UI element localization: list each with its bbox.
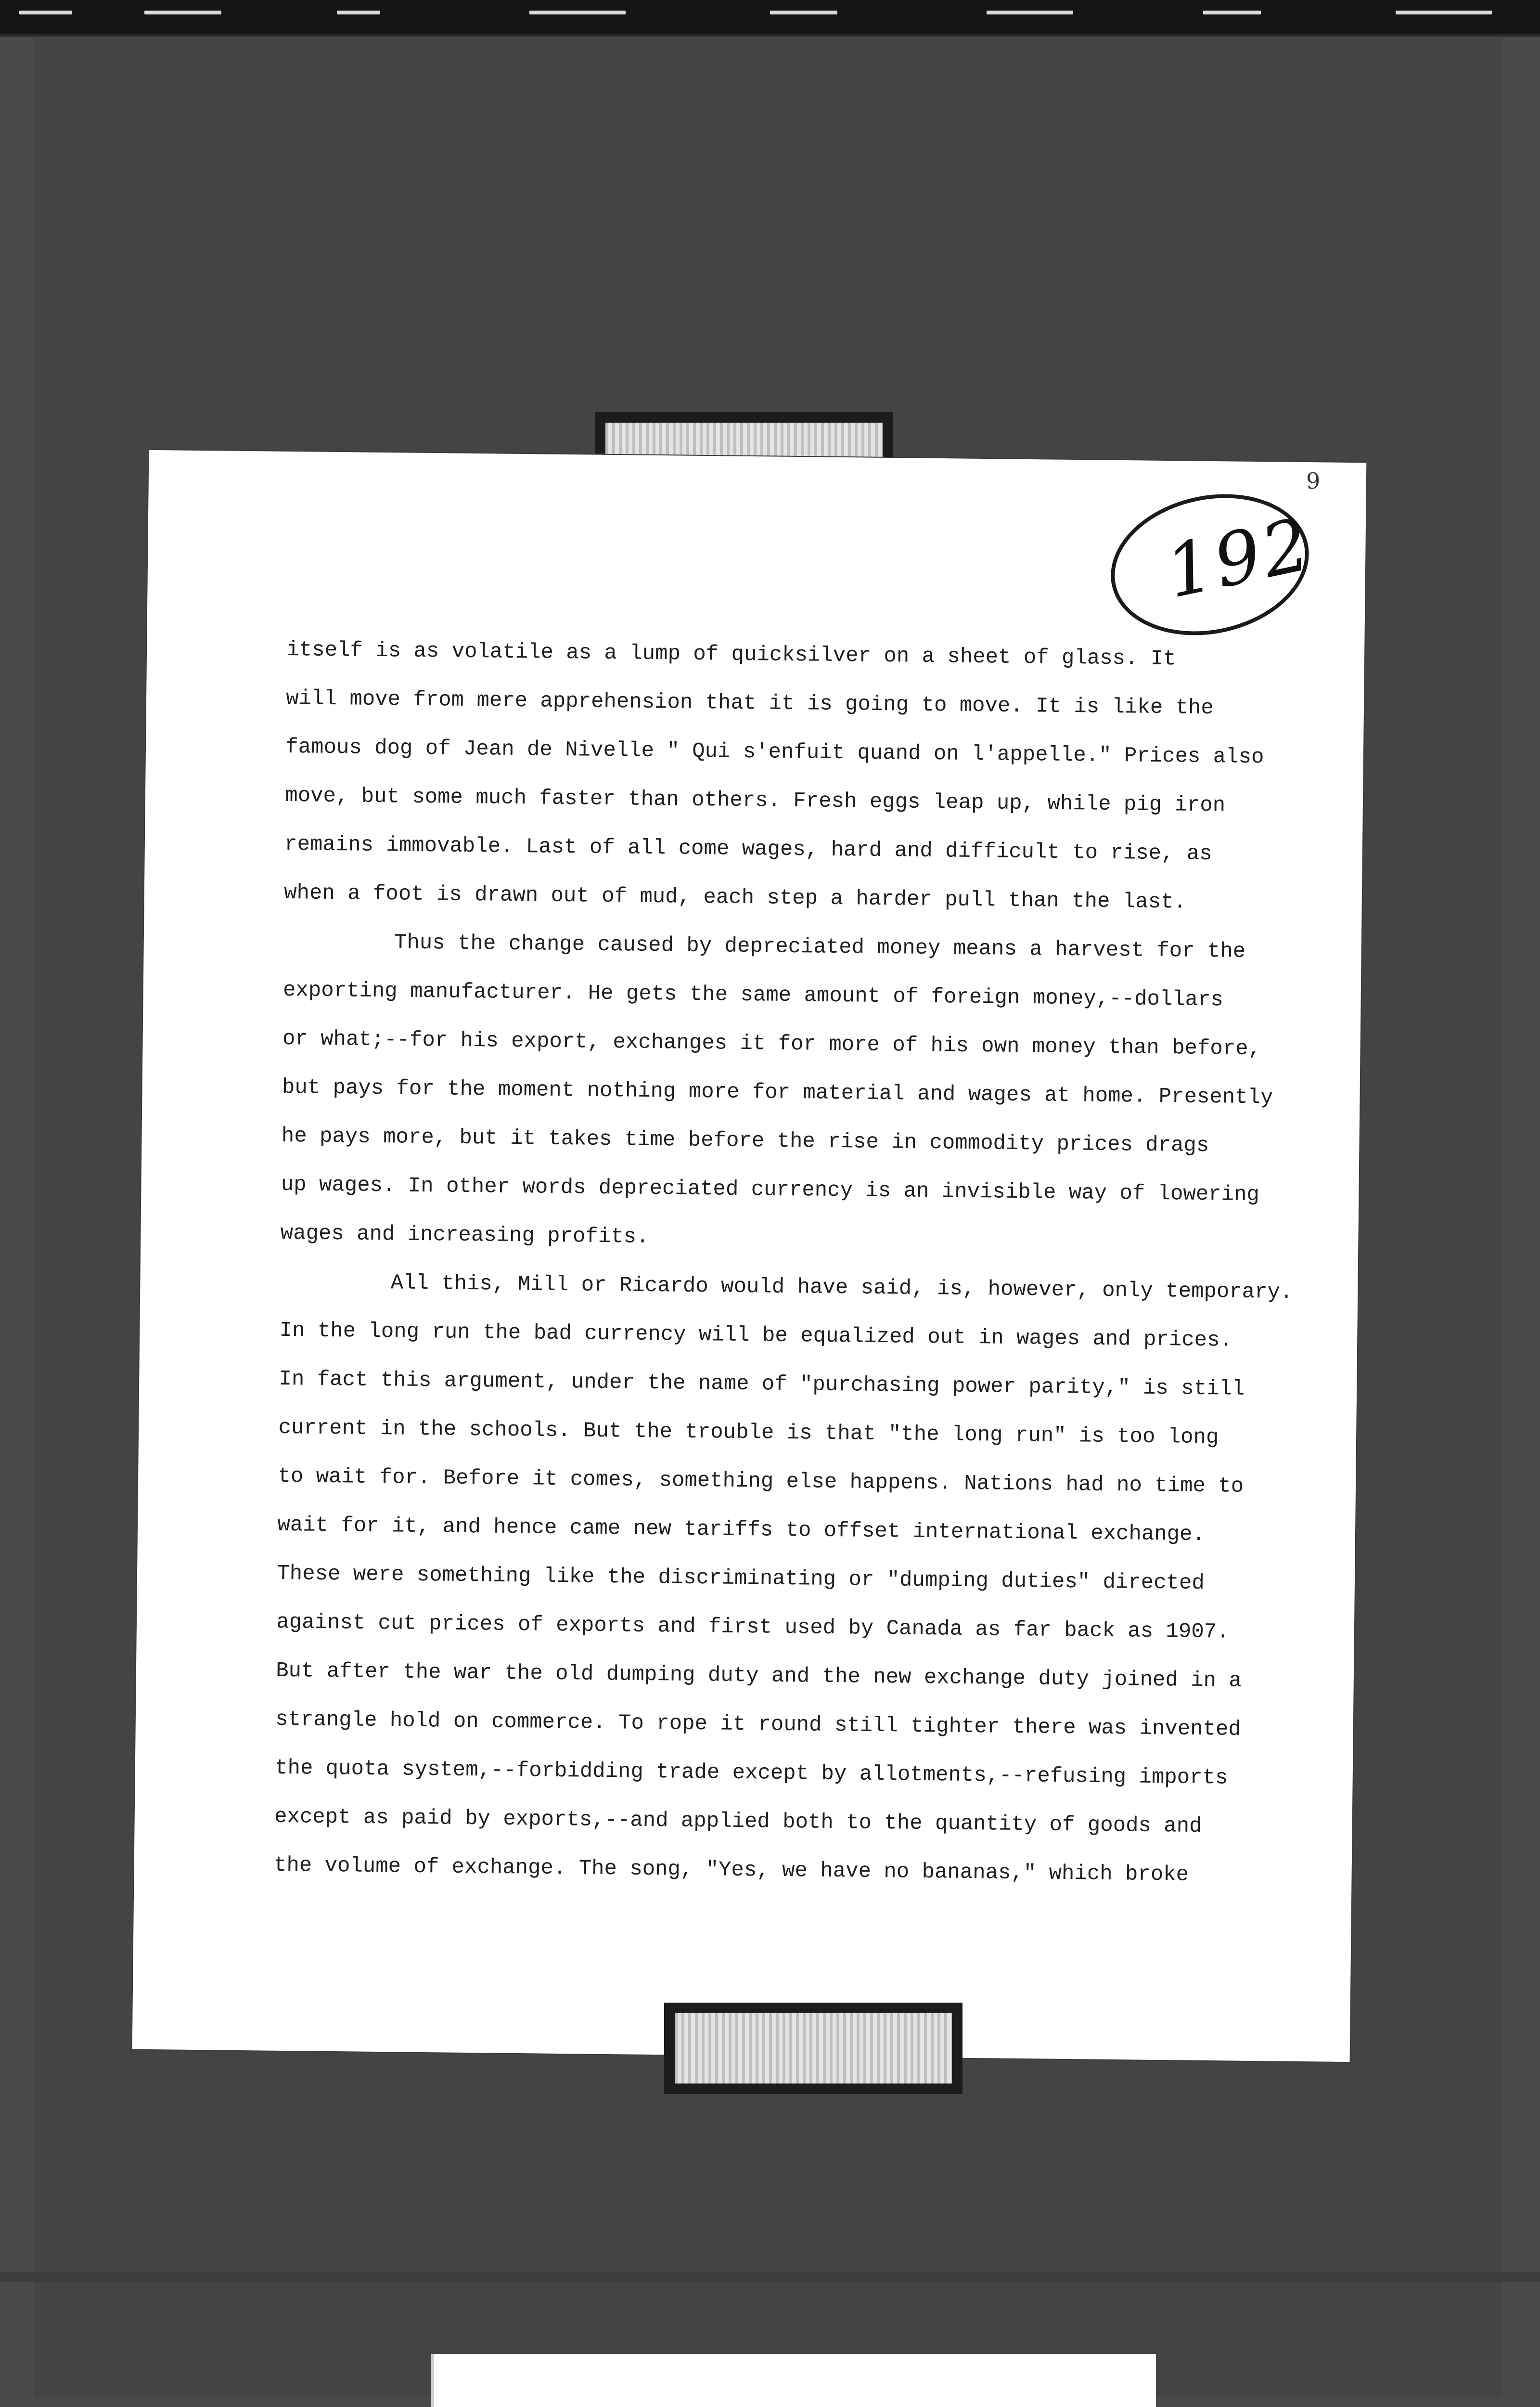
text-line: itself is as volatile as a lump of quicksilver on a sheet of glass. It bbox=[286, 637, 1176, 672]
text-line: he pays more, but it takes time before the rise in commodity prices drags bbox=[281, 1124, 1209, 1158]
text-line: strangle hold on commerce. To rope it round still tighter there was invented bbox=[275, 1707, 1242, 1742]
film-mark bbox=[1396, 11, 1492, 14]
film-mark bbox=[337, 11, 380, 14]
text-line: But after the war the old dumping duty and the new exchange duty joined in a bbox=[276, 1658, 1242, 1693]
text-line: exporting manufacturer. He gets the same amount of foreign money,--dollars bbox=[282, 978, 1224, 1012]
text-line: will move from mere apprehension that it is going to move. It is like the bbox=[286, 686, 1214, 721]
folio-number: 9 bbox=[1306, 468, 1321, 494]
film-mark bbox=[987, 11, 1073, 14]
text-line: famous dog of Jean de Nivelle " Qui s'enfuit quand on l'appelle." Prices also bbox=[285, 735, 1264, 770]
collection-label-box bbox=[431, 2354, 1156, 2407]
text-line: up wages. In other words depreciated currency is an invisible way of lowering bbox=[281, 1172, 1260, 1207]
text-line: In the long run the bad currency will be equalized out in wages and prices. bbox=[279, 1318, 1233, 1353]
text-line: against cut prices of exports and first used by Canada as far back as 1907. bbox=[276, 1610, 1230, 1644]
text-line: remains immovable. Last of all come wages, hard and difficult to rise, as bbox=[284, 832, 1212, 867]
circled-page-number-text: 192 bbox=[1158, 502, 1320, 615]
film-mark bbox=[144, 11, 221, 14]
text-line: current in the schools. But the trouble is that "the long run" is too long bbox=[278, 1415, 1219, 1450]
text-line: to wait for. Before it comes, something else happens. Nations had no time to bbox=[278, 1464, 1244, 1499]
text-line: the volume of exchange. The song, "Yes, we have no bananas," which broke bbox=[273, 1853, 1189, 1887]
text-line: when a foot is drawn out of mud, each step a harder pull than the last. bbox=[283, 880, 1187, 915]
text-line: These were something like the discriminating or "dumping duties" directed bbox=[277, 1561, 1205, 1596]
bottom-tape bbox=[664, 2003, 962, 2094]
film-strip-top bbox=[0, 0, 1540, 37]
film-mark bbox=[19, 11, 72, 14]
text-line: wages and increasing profits. bbox=[280, 1221, 649, 1249]
film-mark bbox=[1203, 11, 1261, 14]
text-line: All this, Mill or Ricardo would have said, is, however, only temporary. bbox=[390, 1271, 1293, 1305]
text-line: but pays for the moment nothing more for material and wages at home. Presently bbox=[282, 1075, 1273, 1110]
mount-ledge bbox=[0, 2272, 1540, 2282]
text-line: Thus the change caused by depreciated money means a harvest for the bbox=[394, 931, 1246, 964]
text-line: wait for it, and hence came new tariffs to offset international exchange. bbox=[277, 1513, 1206, 1547]
text-line: or what;--for his export, exchanges it for more of his own money than before, bbox=[282, 1026, 1261, 1061]
film-mark bbox=[529, 11, 626, 14]
typescript-body bbox=[273, 626, 1293, 1900]
film-mark bbox=[770, 11, 837, 14]
text-line: except as paid by exports,--and applied both to the quantity of goods and bbox=[274, 1804, 1202, 1839]
text-line: move, but some much faster than others. Fresh eggs leap up, while pig iron bbox=[285, 783, 1226, 818]
text-line: the quota system,--forbidding trade except by allotments,--refusing imports bbox=[274, 1756, 1228, 1790]
text-line: In fact this argument, under the name of "purchasing power parity," is still bbox=[279, 1367, 1245, 1401]
